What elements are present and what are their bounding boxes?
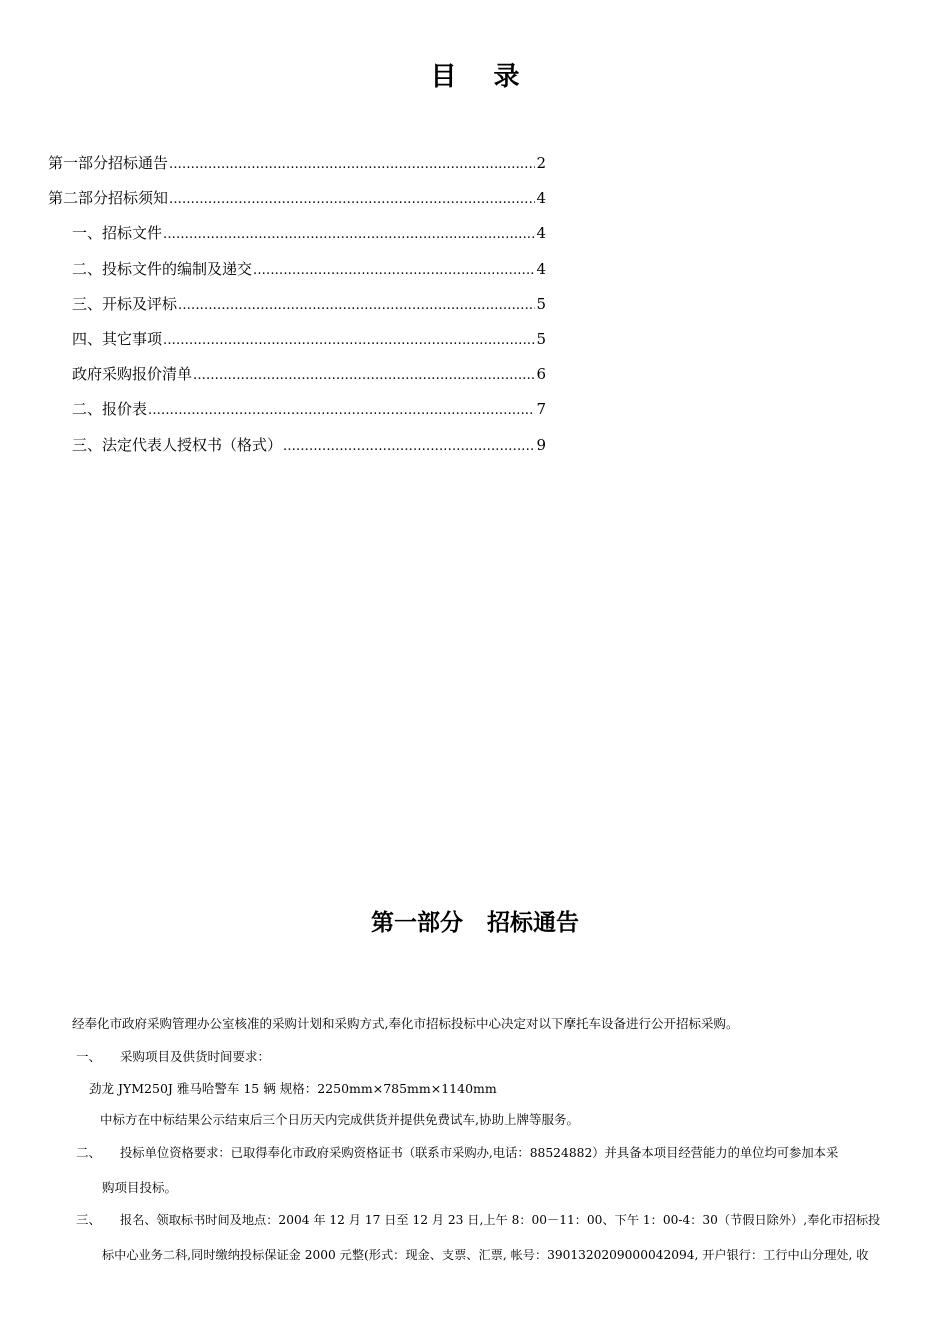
- toc-leader-dots: [163, 328, 535, 352]
- toc-entry-page: 6: [536, 365, 546, 384]
- toc-entry[interactable]: [48, 363, 546, 398]
- toc-entry-label: 政府采购报价清单: [72, 365, 193, 384]
- toc-entry[interactable]: [48, 258, 546, 293]
- toc-entry[interactable]: [48, 152, 546, 187]
- toc-entry-label: 三、开标及评标: [72, 294, 178, 313]
- toc-title: 目 录: [430, 62, 534, 92]
- toc-entry-label: 二、报价表: [72, 400, 148, 419]
- item3-text: 报名、领取标书时间及地点：2004 年 12 月 17 日至 12 月 23 日,上午 8：00－11：00、下午 1：00-4：30（节假日除外）,奉化市招标投: [120, 1213, 881, 1227]
- intro-paragraph: 经奉化市政府采购管理办公室核准的采购计划和采购方式,奉化市招标投标中心决定对以下摩托车设备进行公开招标采购。: [72, 1016, 739, 1031]
- toc-leader-dots: [253, 258, 535, 282]
- toc-entry-label: 三、法定代表人授权书（格式）: [72, 435, 283, 454]
- toc-entry-page: 9: [536, 435, 546, 454]
- item2-number: 二、: [76, 1145, 102, 1160]
- toc-entry-page: 5: [536, 294, 546, 313]
- toc-leader-dots: [169, 152, 535, 176]
- table-of-contents: [48, 152, 546, 469]
- toc-entry[interactable]: [48, 187, 546, 222]
- toc-entry-page: 7: [536, 400, 546, 419]
- item3-continuation: 标中心业务二科,同时缴纳投标保证金 2000 元整(形式：现金、支票、汇票, 帐号：3901320209000042094, 开户银行：工行中山分理处, 收: [102, 1248, 869, 1262]
- toc-entry-label: 四、其它事项: [72, 329, 163, 348]
- toc-entry-label: 一、招标文件: [72, 224, 163, 243]
- toc-leader-dots: [193, 363, 535, 387]
- toc-entry-page: 4: [536, 259, 546, 278]
- toc-entry-label: 二、投标文件的编制及递交: [72, 259, 253, 278]
- item1-note: 中标方在中标结果公示结束后三个日历天内完成供货并提供免费试车,协助上牌等服务。: [100, 1112, 579, 1127]
- toc-entry-label: 第一部分招标通告: [48, 154, 169, 172]
- toc-leader-dots: [169, 187, 535, 211]
- toc-entry[interactable]: [48, 434, 546, 469]
- toc-entry-page: 5: [536, 329, 546, 348]
- toc-entry[interactable]: [48, 398, 546, 433]
- toc-leader-dots: [148, 398, 535, 422]
- section-title: 第一部分 招标通告: [370, 910, 580, 936]
- item2-text: 投标单位资格要求：已取得奉化市政府采购资格证书（联系市采购办,电话：88524882）并具备本项目经营能力的单位均可参加本采: [120, 1146, 839, 1160]
- item2-continuation: 购项目投标。: [102, 1180, 178, 1195]
- toc-entry-page: 4: [536, 224, 546, 243]
- item1-product-line: 劲龙 JYM250J 雅马哈警车 15 辆 规格：2250mm×785mm×1140mm: [89, 1081, 497, 1096]
- toc-entry[interactable]: [48, 328, 546, 363]
- toc-entry[interactable]: [48, 222, 546, 257]
- item3-number: 三、: [76, 1212, 102, 1227]
- toc-entry-page: 2: [536, 154, 546, 172]
- toc-leader-dots: [163, 222, 535, 246]
- item1-heading: 采购项目及供货时间要求：: [120, 1049, 271, 1064]
- item1-number: 一、: [76, 1049, 102, 1064]
- toc-leader-dots: [283, 434, 535, 458]
- toc-entry[interactable]: [48, 293, 546, 328]
- toc-entry-label: 第二部分招标须知: [48, 189, 169, 208]
- toc-entry-page: 4: [536, 189, 546, 208]
- toc-leader-dots: [178, 293, 535, 317]
